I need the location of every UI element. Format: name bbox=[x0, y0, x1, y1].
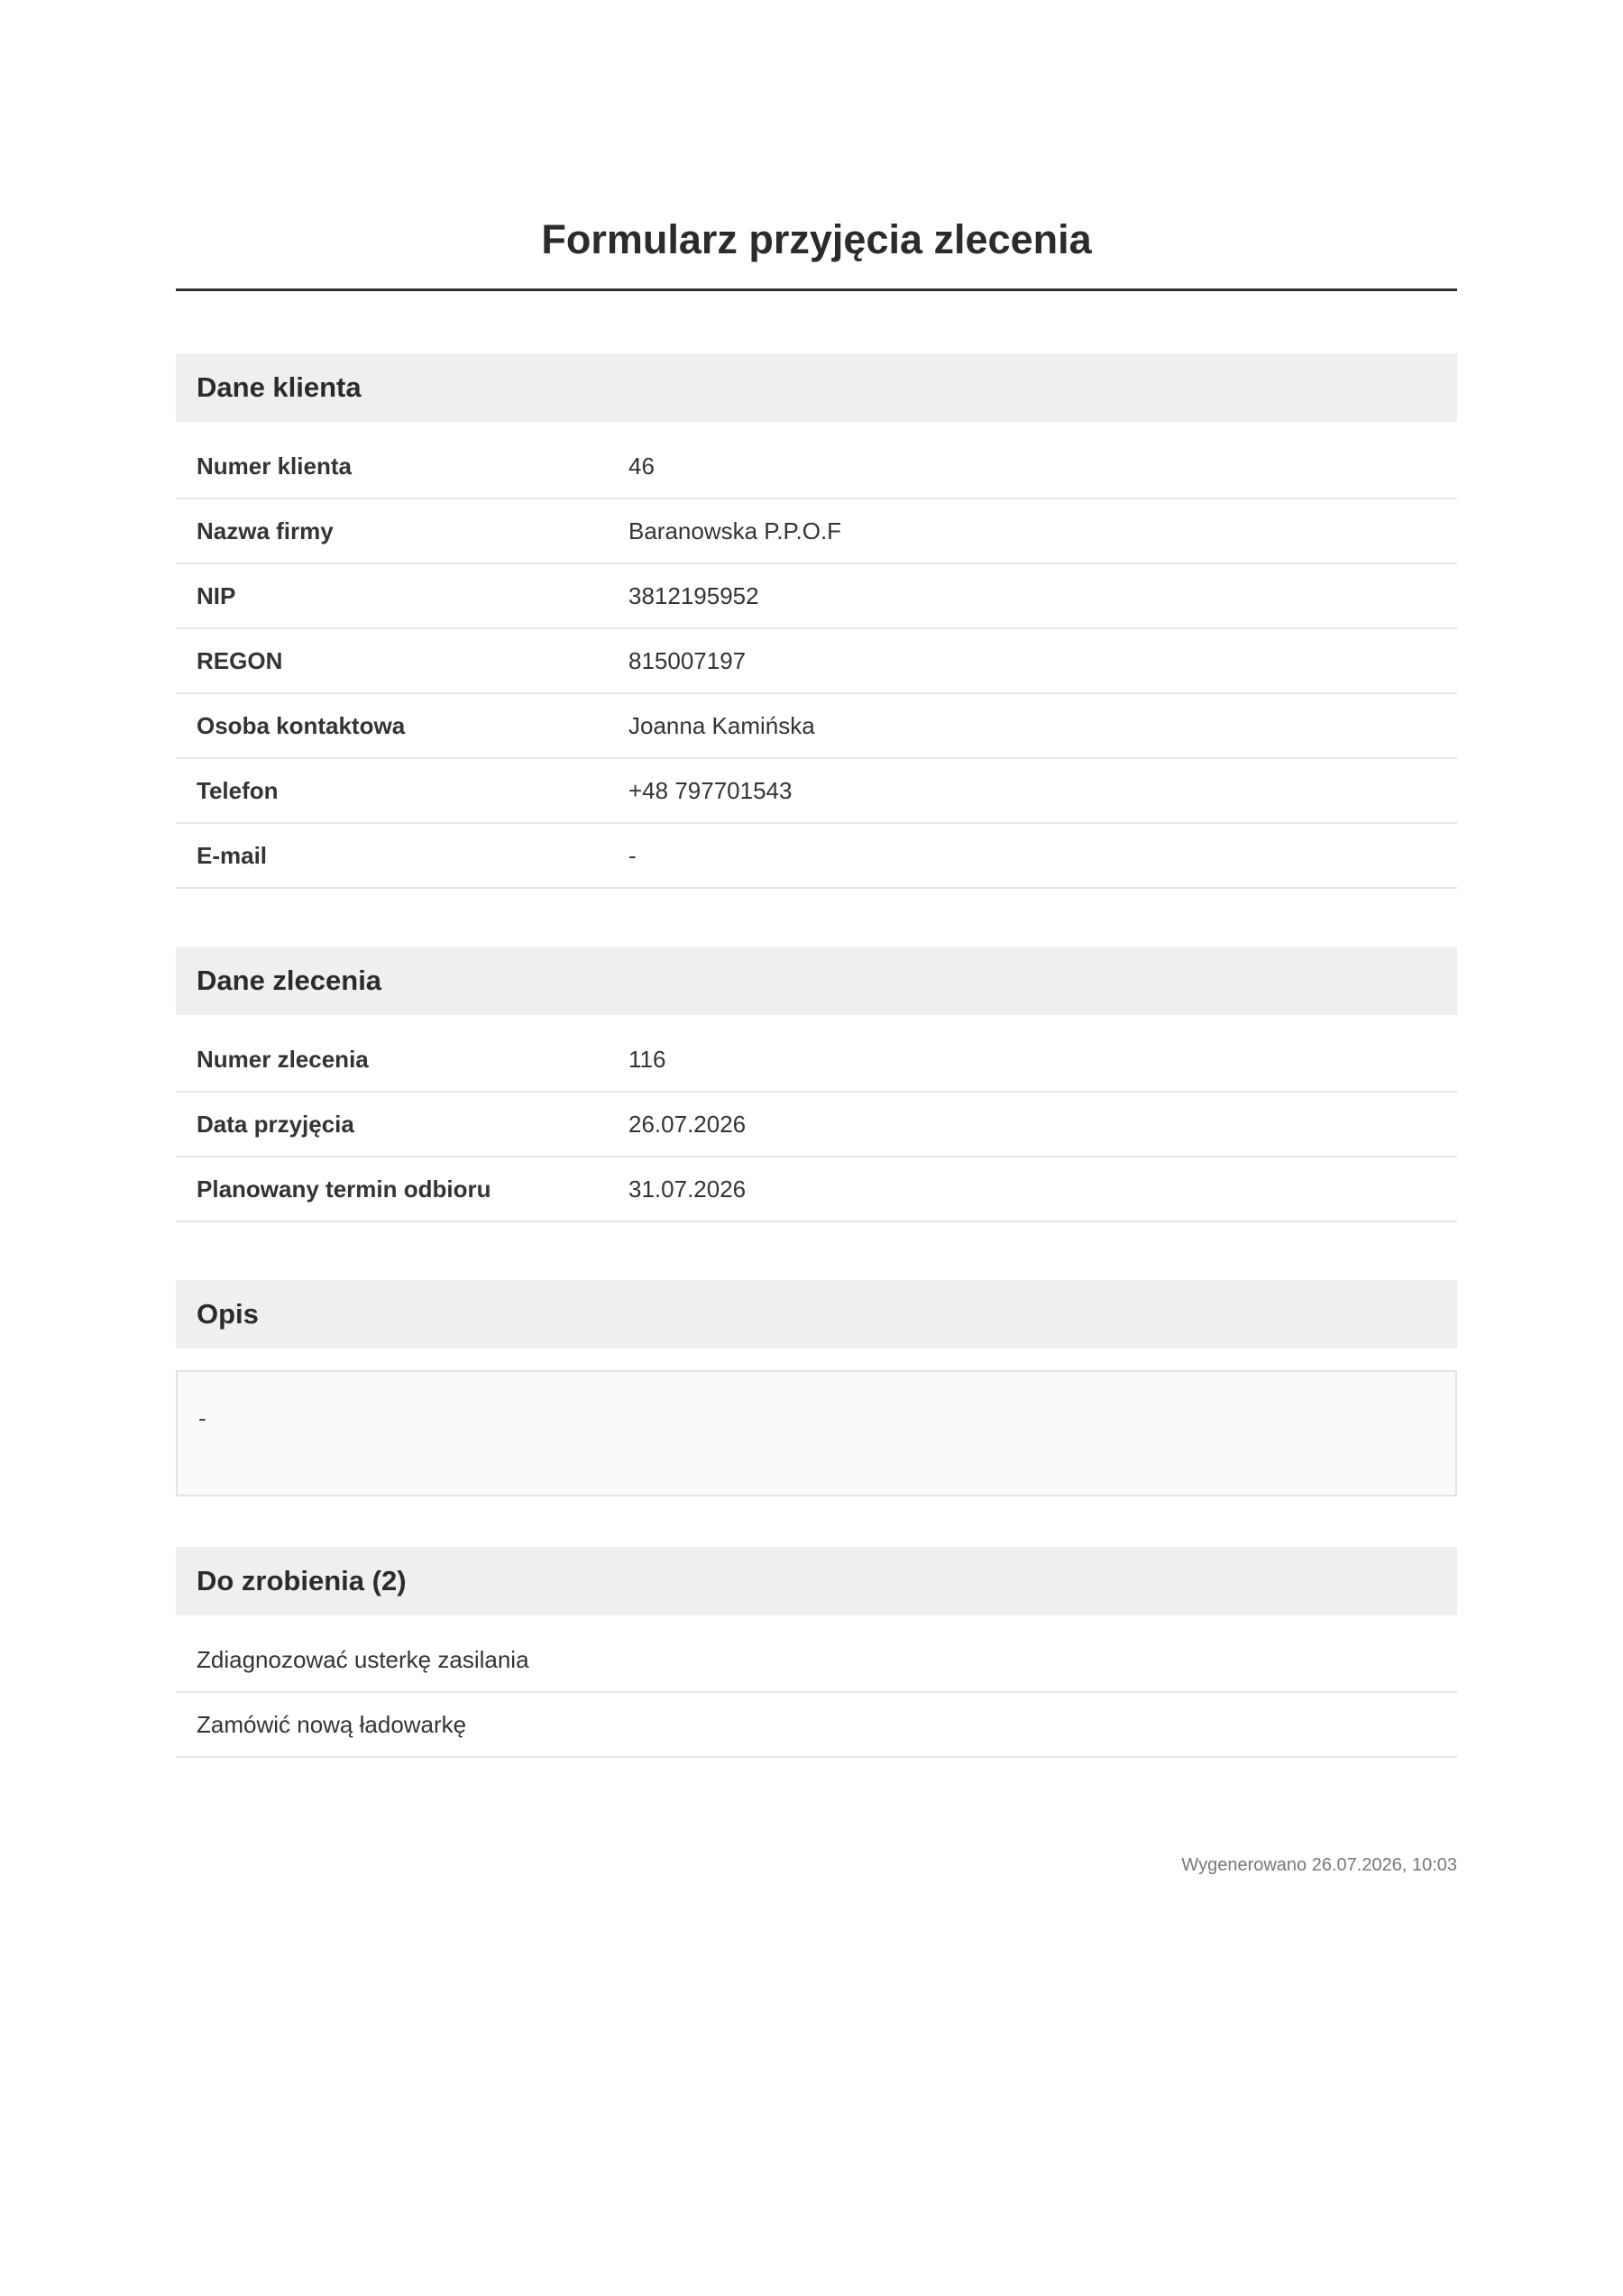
order-row-number bbox=[176, 1028, 1457, 1093]
field-label: Nazwa firmy bbox=[197, 517, 334, 544]
description-section bbox=[176, 1280, 1457, 1496]
page-title: Formularz przyjęcia zlecenia bbox=[541, 216, 1092, 262]
field-label: E-mail bbox=[197, 841, 268, 869]
order-details bbox=[176, 1028, 1457, 1222]
field-value: 46 bbox=[628, 452, 655, 480]
field-label: REGON bbox=[197, 646, 283, 674]
todo-list bbox=[176, 1628, 1457, 1758]
field-value: 116 bbox=[628, 1045, 666, 1073]
client-row-email bbox=[176, 824, 1457, 889]
client-row-phone bbox=[176, 759, 1457, 824]
generated-timestamp: Wygenerowano 26.07.2026, 10:03 bbox=[1181, 1855, 1457, 1875]
field-value: Baranowska P.P.O.F bbox=[628, 517, 842, 544]
client-section bbox=[176, 353, 1457, 889]
client-details bbox=[176, 435, 1457, 889]
client-row-nip bbox=[176, 564, 1457, 629]
field-label: Telefon bbox=[197, 776, 279, 804]
order-row-pickup-date bbox=[176, 1157, 1457, 1222]
field-value: +48 797701543 bbox=[628, 776, 793, 804]
field-value: Joanna Kamińska bbox=[628, 711, 815, 739]
client-row-company bbox=[176, 499, 1457, 564]
field-label: Planowany termin odbioru bbox=[197, 1175, 491, 1203]
order-section-heading: Dane zlecenia bbox=[176, 947, 1457, 1015]
field-value: 3812195952 bbox=[628, 581, 759, 609]
field-label: Numer zlecenia bbox=[197, 1045, 369, 1073]
list-item: Zamówić nową ładowarkę bbox=[176, 1693, 1457, 1758]
description-box: - bbox=[176, 1370, 1457, 1496]
field-value: 26.07.2026 bbox=[628, 1110, 747, 1138]
client-row-regon bbox=[176, 629, 1457, 694]
order-section bbox=[176, 947, 1457, 1222]
field-label: Numer klienta bbox=[197, 452, 352, 480]
client-row-contact bbox=[176, 694, 1457, 759]
field-value: - bbox=[628, 841, 637, 869]
todo-section-heading: Do zrobienia (2) bbox=[176, 1547, 1457, 1615]
field-label: Osoba kontaktowa bbox=[197, 711, 406, 739]
list-item: Zdiagnozować usterkę zasilania bbox=[176, 1628, 1457, 1693]
field-value: 815007197 bbox=[628, 646, 747, 674]
title-divider bbox=[176, 288, 1457, 291]
client-row-number bbox=[176, 435, 1457, 499]
field-label: Data przyjęcia bbox=[197, 1110, 354, 1138]
field-label: NIP bbox=[197, 581, 236, 609]
description-section-heading: Opis bbox=[176, 1280, 1457, 1349]
order-row-received-date bbox=[176, 1093, 1457, 1157]
field-value: 31.07.2026 bbox=[628, 1175, 747, 1203]
client-section-heading: Dane klienta bbox=[176, 353, 1457, 422]
todo-section bbox=[176, 1547, 1457, 1758]
